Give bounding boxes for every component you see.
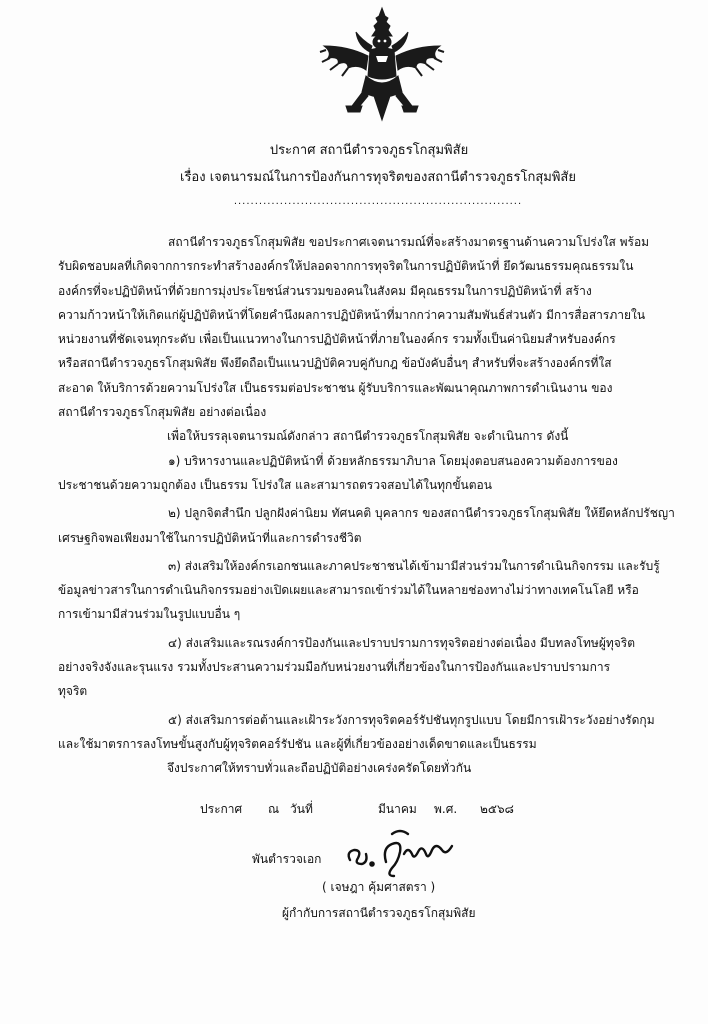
list-item-4-cont: ทุจริต bbox=[58, 684, 88, 699]
date-announced-label: ประกาศ bbox=[200, 802, 243, 816]
paragraph-line: ความก้าวหน้าให้เกิดแก่ผู้ปฏิบัติหน้าที่โดยคำนึงผลการปฏิบัติหน้าที่มากกว่าความสัมพันธ์ส่วนตัว มีการสื่อสารภายใน bbox=[58, 307, 646, 322]
announcement-subject: เรื่อง เจตนารมณ์ในการป้องกันการทุจริตของสถานีตำรวจภูธรโกสุมพิสัย bbox=[180, 170, 576, 185]
list-item-3: ๓) ส่งเสริมให้องค์กรเอกชนและภาคประชาชนได้เข้ามามีส่วนร่วมในการดำเนินกิจกรรม และรับรู้ bbox=[168, 558, 660, 573]
announcement-date bbox=[200, 800, 514, 819]
signer-rank: พันตำรวจเอก bbox=[252, 852, 322, 866]
list-item-5-cont: และใช้มาตรการลงโทษขั้นสูงกับผู้ทุจริตคอร์รัปชัน และผู้ที่เกี่ยวข้องอย่างเด็ดขาดและเป็นธรรม bbox=[58, 736, 537, 751]
announcement-title-block bbox=[0, 137, 708, 209]
list-item-3-cont: ข้อมูลข่าวสารในการดำเนินกิจกรรมอย่างเปิดเผยและสามารถเข้าร่วมได้ในหลายช่องทางไม่ว่าทางเทคโนโลยี หรือ bbox=[58, 583, 639, 598]
date-month: มีนาคม bbox=[378, 802, 417, 816]
paragraph-line: หน่วยงานที่ชัดเจนทุกระดับ เพื่อเป็นแนวทางในการปฏิบัติหน้าที่ภายในองค์กร รวมทั้งเป็นค่านิยมสำหรับองค์กร bbox=[58, 332, 616, 347]
paragraph-line: หรือสถานีตำรวจภูธรโกสุมพิสัย พึงยึดถือเป็นแนวปฏิบัติควบคู่กับกฎ ข้อบังคับอื่นๆ สำหรับที่จะสร้างองค์กรที่ใส bbox=[58, 356, 612, 371]
intro-line: เพื่อให้บรรลุเจตนารมณ์ดังกล่าว สถานีตำรวจภูธรโกสุมพิสัย จะดำเนินการ ดังนี้ bbox=[167, 429, 569, 444]
date-year: ๒๕๖๘ bbox=[480, 802, 514, 816]
paragraph-line: สถานีตำรวจภูธรโกสุมพิสัย ขอประกาศเจตนารมณ์ที่จะสร้างมาตรฐานด้านความโปร่งใส พร้อม bbox=[168, 235, 650, 249]
list-item-1-cont: ประชาชนด้วยความถูกต้อง เป็นธรรม โปร่งใส และสามารถตรวจสอบได้ในทุกขั้นตอน bbox=[58, 477, 492, 492]
signer-name: ( เจษฎา คุ้มศาสตรา ) bbox=[322, 880, 436, 894]
date-at-label: ณ bbox=[268, 802, 280, 816]
handwritten-signature bbox=[342, 824, 462, 880]
paragraph-line: รับผิดชอบผลที่เกิดจากการกระทำสร้างองค์กรให้ปลอดจากการทุจริตในการปฏิบัติหน้าที่ ยึดวัฒนธรรมคุณธรรมใน bbox=[58, 259, 634, 274]
garuda-emblem bbox=[318, 6, 446, 124]
list-item-4-cont: อย่างจริงจังและรุนแรง รวมทั้งประสานความร่วมมือกับหน่วยงานที่เกี่ยวข้องในการป้องกันและปราบปรามการ bbox=[58, 660, 611, 675]
paragraph-line: สถานีตำรวจภูธรโกสุมพิสัย อย่างต่อเนื่อง bbox=[58, 405, 267, 420]
list-item-5: ๕) ส่งเสริมการต่อต้านและเฝ้าระวังการทุจริตคอร์รัปชันทุกรูปแบบ โดยมีการเฝ้าระวังอย่างรัดกุม bbox=[168, 712, 655, 727]
announcement-title: ประกาศ สถานีตำรวจภูธรโกสุมพิสัย bbox=[269, 143, 469, 158]
list-item-2-cont: เศรษฐกิจพอเพียงมาใช้ในการปฏิบัติหน้าที่และการดำรงชีวิต bbox=[58, 530, 362, 545]
list-item-4: ๔) ส่งเสริมและรณรงค์การป้องกันและปราบปรามการทุจริตอย่างต่อเนื่อง มีบทลงโทษผู้ทุจริต bbox=[168, 635, 636, 650]
title-separator: ..................................................................... bbox=[233, 196, 523, 207]
list-item-2: ๒) ปลูกจิตสำนึก ปลูกฝังค่านิยม ทัศนคติ บุคลากร ของสถานีตำรวจภูธรโกสุมพิสัย ให้ยึดหลักปรัชญา bbox=[168, 506, 675, 521]
announcement-body bbox=[58, 230, 692, 781]
date-era: พ.ศ. bbox=[434, 802, 458, 816]
date-day-label: วันที่ bbox=[290, 802, 313, 816]
list-item-1: ๑) บริหารงานและปฏิบัติหน้าที่ ด้วยหลักธรรมาภิบาล โดยมุ่งตอบสนองความต้องการของ bbox=[168, 453, 618, 468]
paragraph-line: องค์กรที่จะปฏิบัติหน้าที่ด้วยการมุ่งประโยชน์ส่วนรวมของคนในสังคม มีคุณธรรมในการปฏิบัติหน้าที่ สร้าง bbox=[58, 283, 592, 298]
paragraph-line: สะอาด ให้บริการด้วยความโปร่งใส เป็นธรรมต่อประชาชน ผู้รับบริการและพัฒนาคุณภาพการดำเนินงาน ของ bbox=[58, 380, 613, 395]
list-item-3-cont: การเข้ามามีส่วนร่วมในรูปแบบอื่น ๆ bbox=[58, 607, 241, 622]
signer-position: ผู้กำกับการสถานีตำรวจภูธรโกสุมพิสัย bbox=[282, 906, 476, 920]
closing-line: จึงประกาศให้ทราบทั่วและถือปฏิบัติอย่างเคร่งครัดโดยทั่วกัน bbox=[167, 761, 472, 776]
